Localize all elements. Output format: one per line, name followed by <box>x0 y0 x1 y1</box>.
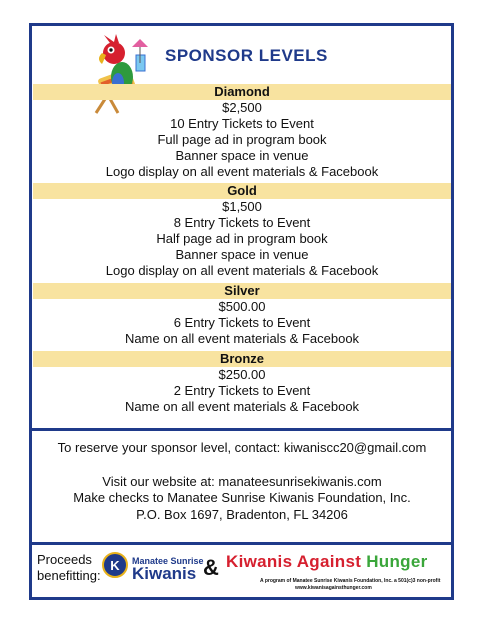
tier-gold-price: $1,500 <box>222 199 262 214</box>
proceeds-label: Proceeds <box>37 552 92 567</box>
tier-bronze-price: $250.00 <box>218 367 266 382</box>
tier-heading-gold: Gold <box>33 183 451 199</box>
tier-silver-tickets: 6 Entry Tickets to Event <box>173 315 311 330</box>
tier-diamond-tickets: 10 Entry Tickets to Event <box>170 116 314 131</box>
kah-red-text: Kiwanis Against <box>226 552 367 571</box>
website-line: Visit our website at: manateesunrisekiwanis.com <box>102 474 382 489</box>
checks-line: Make checks to Manatee Sunrise Kiwanis Foundation, Inc. <box>73 490 411 505</box>
tier-bronze-name: Name on all event materials & Facebook <box>124 399 360 414</box>
tier-gold-logo: Logo display on all event materials & Facebook <box>105 263 379 278</box>
tier-heading-diamond: Diamond <box>33 84 451 100</box>
tier-heading-silver: Silver <box>33 283 451 299</box>
kah-tagline: A program of Manatee Sunrise Kiwanis Foundation, Inc. a 501(c)3 non-profit <box>260 578 441 584</box>
tier-gold-tickets: 8 Entry Tickets to Event <box>173 215 311 230</box>
kiwanis-wordmark: Kiwanis <box>132 564 197 583</box>
kiwanis-club-name: Manatee Sunrise <box>132 556 204 566</box>
tier-silver-name: Name on all event materials & Facebook <box>124 331 360 346</box>
tier-heading-bronze: Bronze <box>33 351 451 367</box>
divider-footer <box>32 542 451 545</box>
tier-gold-ad: Half page ad in program book <box>156 231 328 246</box>
tier-diamond-price: $2,500 <box>222 100 262 115</box>
tier-silver-price: $500.00 <box>218 299 266 314</box>
kah-green-text: Hunger <box>366 552 428 571</box>
kiwanis-against-hunger-logo <box>226 552 428 572</box>
tier-bronze-tickets: 2 Entry Tickets to Event <box>173 383 311 398</box>
address-line: P.O. Box 1697, Bradenton, FL 34206 <box>136 507 348 522</box>
reserve-contact: To reserve your sponsor level, contact: kiwaniscc20@gmail.com <box>57 440 427 455</box>
ampersand: & <box>203 555 219 580</box>
kiwanis-logo-icon: K <box>102 552 128 578</box>
benefitting-label: benefitting: <box>37 568 101 583</box>
page-title: SPONSOR LEVELS <box>165 46 328 65</box>
tier-diamond-ad: Full page ad in program book <box>157 132 327 147</box>
tier-gold-banner: Banner space in venue <box>175 247 309 262</box>
tier-diamond-banner: Banner space in venue <box>175 148 309 163</box>
tier-diamond-logo: Logo display on all event materials & Facebook <box>105 164 379 179</box>
kah-url: www.kiwanisagainsthunger.com <box>295 585 372 591</box>
divider-contact <box>32 428 451 431</box>
